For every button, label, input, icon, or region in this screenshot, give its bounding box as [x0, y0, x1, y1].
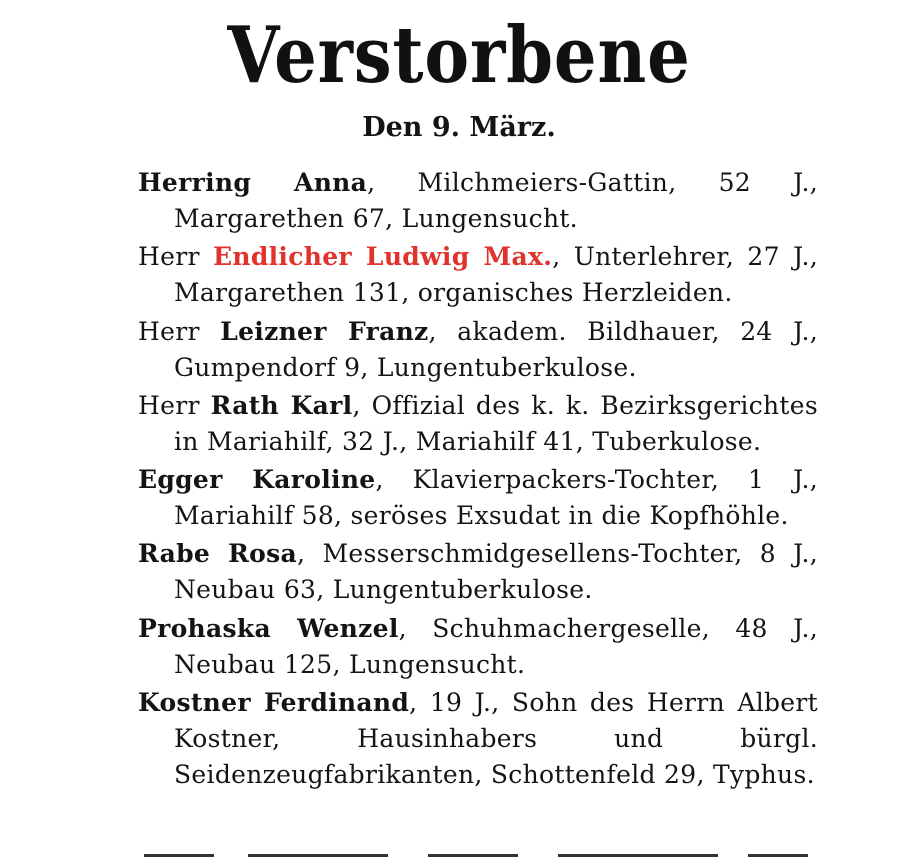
entry-prefix: Herr: [138, 390, 211, 420]
death-notice-entry-highlighted: [138, 239, 818, 311]
entry-name: Prohaska Wenzel: [138, 613, 399, 643]
entry-prefix: Herr: [138, 316, 221, 346]
death-notice-entry: [138, 685, 818, 793]
ink-fragment: [248, 854, 388, 857]
entry-details: , Unterlehrer, 27 J., Margarethen 131, organisches Herzleiden.: [174, 242, 818, 308]
entry-details: , Klavierpackers-Tochter, 1 J., Mariahilf 58, seröses Exsudat in die Kopfhöhle.: [174, 465, 818, 531]
entry-name: Leizner Franz: [220, 316, 429, 346]
entry-name: Kostner Ferdinand: [138, 688, 410, 718]
entry-details: , Milchmeiers-Gattin, 52 J., Margarethen 67, Lungensucht.: [174, 168, 818, 233]
ink-fragment: [558, 854, 718, 857]
entry-name: Rabe Rosa: [138, 539, 298, 569]
death-notice-entry: [138, 165, 818, 237]
ink-fragment: [428, 854, 518, 857]
ink-fragment: [144, 854, 214, 857]
ink-fragment: [748, 854, 808, 857]
death-notice-entry: [138, 314, 818, 386]
death-notice-entry: [138, 611, 818, 683]
entry-prefix: Herr: [138, 242, 213, 272]
entry-name-highlighted: Endlicher Ludwig Max.: [213, 242, 553, 272]
page-title: Verstorbene: [227, 10, 691, 101]
entry-details: , Messerschmidgesellens-Tochter, 8 J., Neubau 63, Lungentuberkulose.: [174, 539, 818, 605]
entry-details: , akadem. Bildhauer, 24 J., Gumpendorf 9, Lungentuberkulose.: [174, 316, 818, 382]
death-notice-entry: [138, 388, 818, 460]
entry-details: , 19 J., Sohn des Herrn Albert Kostner, Hausinhabers und bürgl. Seidenzeugfabrikanten, Schottenfeld 29, Typhus.: [174, 688, 818, 790]
entry-details: , Schuhmachergeselle, 48 J., Neubau 125, Lungensucht.: [174, 613, 818, 679]
death-notice-entry: [138, 462, 818, 534]
cut-off-next-line: [138, 850, 818, 859]
death-notice-entry: [138, 536, 818, 608]
entry-name: Rath Karl: [210, 390, 353, 420]
entry-name: Egger Karoline: [138, 465, 376, 495]
date-heading: Den 9. März.: [362, 112, 556, 143]
entry-details: , Offizial des k. k. Bezirksgerichtes in Mariahilf, 32 J., Mariahilf 41, Tuberkulose.: [174, 390, 818, 456]
death-notices-list: [138, 165, 818, 795]
entry-name: Herring Anna: [138, 168, 368, 197]
